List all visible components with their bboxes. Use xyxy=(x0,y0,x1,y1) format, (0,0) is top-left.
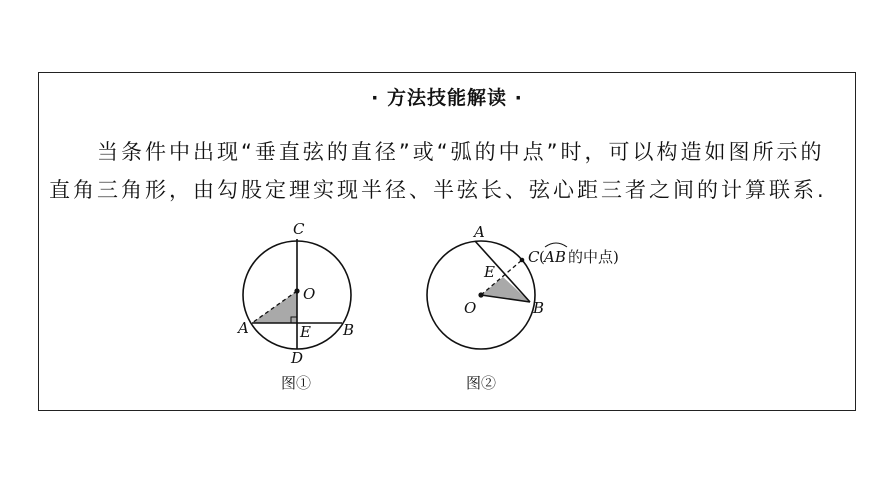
figure-2-caption: 图② xyxy=(466,374,497,392)
label-C: C xyxy=(293,220,305,238)
label-B: B xyxy=(533,299,545,317)
box-heading: · 方法技能解读 · xyxy=(371,87,523,109)
label-O: O xyxy=(464,299,477,317)
label-C-note-close: 的中点) xyxy=(568,248,619,266)
center-point-O xyxy=(294,288,299,293)
label-A: A xyxy=(474,223,485,241)
arc-symbol xyxy=(545,243,567,247)
label-E: E xyxy=(300,323,311,341)
label-O: O xyxy=(303,285,316,303)
label-E: E xyxy=(484,263,495,281)
figure-2-diagram xyxy=(420,222,650,372)
figure-1-diagram xyxy=(230,218,370,368)
label-C-note-open: ( xyxy=(539,248,545,266)
label-arc-AB: AB xyxy=(544,248,566,266)
explanation-paragraph: 当条件中出现“垂直弦的直径”或“弧的中点”时，可以构造如图所示的直角三角形，由勾股定理实现半径、半弦长、弦心距三者之间的计算联系. xyxy=(49,140,827,202)
label-B: B xyxy=(343,321,355,339)
point-C xyxy=(520,258,525,263)
label-C: C xyxy=(528,248,540,266)
figure-1-caption: 图① xyxy=(281,374,312,392)
label-A: A xyxy=(238,319,249,337)
center-point-O xyxy=(478,292,483,297)
label-D: D xyxy=(291,349,304,367)
